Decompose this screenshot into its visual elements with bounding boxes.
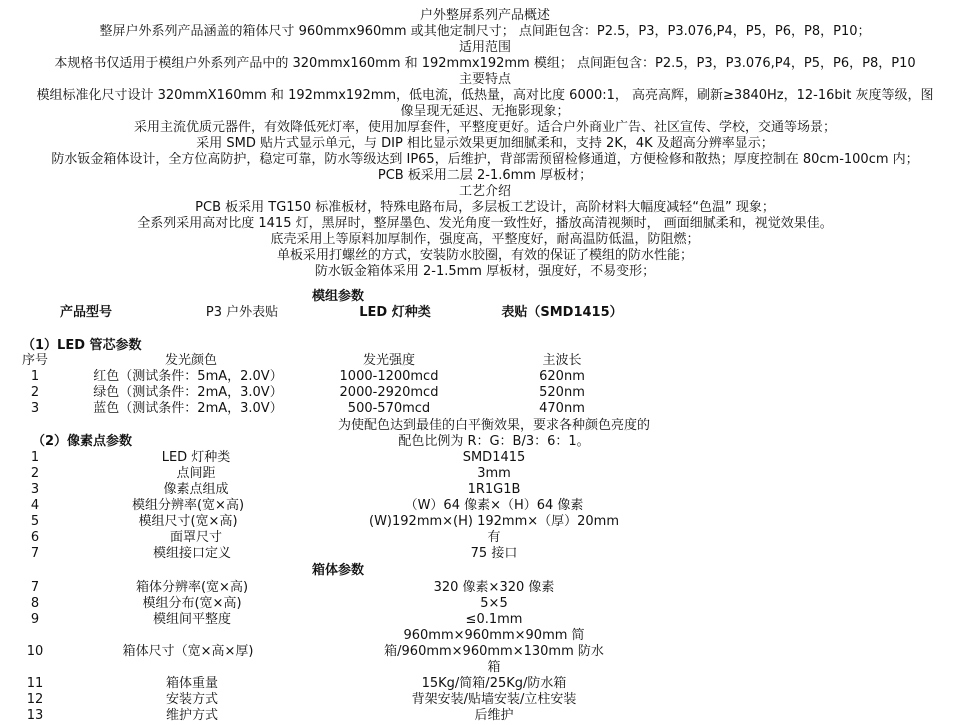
table-cell: 8	[30, 596, 40, 611]
table-cell: 箱	[487, 660, 501, 675]
table-cell: 620nm	[539, 369, 585, 384]
table-cell: 470nm	[539, 401, 585, 416]
table-cell: 1R1G1B	[467, 482, 521, 497]
intro-line: 全系列采用高对比度 1415 灯，黑屏时，整屏墨色、发光角度一致性好，播放高清视频时， 画面细腻柔和，视觉效果佳。	[137, 216, 833, 231]
intro-line: 单板采用打螺丝的方式，安装防水胶圈，有效的保证了模组的防水性能；	[276, 248, 693, 263]
col-header-index: 序号	[21, 353, 49, 368]
features-heading: 主要特点	[458, 72, 511, 87]
table-cell: 1	[30, 369, 40, 384]
chip-params-title: （1）LED 管芯参数	[22, 338, 142, 353]
table-cell: 箱体重量	[165, 676, 219, 691]
table-cell: 500-570mcd	[347, 401, 431, 416]
table-cell: 后维护	[474, 708, 514, 723]
process-heading: 工艺介绍	[458, 184, 511, 199]
table-cell: 1	[30, 450, 40, 465]
table-cell: 点间距	[176, 466, 216, 481]
table-cell: 2	[30, 466, 40, 481]
table-cell: 320 像素×320 像素	[433, 580, 555, 595]
table-cell: 4	[30, 498, 40, 513]
table-cell: SMD1415	[462, 450, 526, 465]
table-cell: 箱体尺寸（宽×高×厚)	[122, 644, 254, 659]
intro-line: 像呈现无延迟、无拖影现象；	[400, 104, 570, 119]
table-cell: 模组尺寸(宽×高)	[138, 514, 238, 529]
table-cell: （W）64 像素×（H）64 像素	[404, 498, 584, 513]
table-cell: 7	[30, 580, 40, 595]
table-cell: 箱体分辨率(宽×高)	[135, 580, 249, 595]
table-cell: 520nm	[539, 385, 585, 400]
table-cell: LED 灯种类	[161, 450, 231, 465]
table-cell: 箱/960mm×960mm×130mm 防水	[384, 644, 604, 659]
intro-section	[0, 8, 970, 280]
white-balance-ratio: 配色比例为 R：G：B/3：6：1。	[398, 434, 590, 449]
table-cell: 3mm	[477, 466, 511, 481]
table-cell: 1000-1200mcd	[339, 369, 439, 384]
intro-line: PCB 板采用二层 2-1.6mm 厚板材；	[377, 168, 593, 183]
intro-line: 模组标准化尺寸设计 320mmX160mm 和 192mmx192mm，低电流，低热量，高对比度 6000:1， 高亮高辉，刷新≥3840Hz，12-16bit 灰度等级，图	[36, 88, 934, 103]
table-cell: 模组分布(宽×高)	[142, 596, 242, 611]
intro-line: 整屏户外系列产品涵盖的箱体尺寸 960mmx960mm 或其他定制尺寸； 点间距包含：P2.5，P3，P3.076,P4，P5，P6，P8，P10；	[99, 24, 871, 39]
table-cell: (W)192mm×(H) 192mm×（厚）20mm	[369, 514, 619, 529]
col-header-color: 发光颜色	[164, 353, 218, 368]
intro-line: 防水钣金箱体设计，全方位高防护，稳定可靠，防水等级达到 IP65，后维护，背部需预留检修通道，方便检修和散热；厚度控制在 80cm-100cm 内；	[51, 152, 919, 167]
intro-line: 底壳采用上等原料加厚制作，强度高，平整度好，耐高温防低温，防阻燃；	[270, 232, 700, 247]
table-cell: 模组接口定义	[152, 546, 232, 561]
model-value: P3 户外表贴	[205, 305, 279, 320]
module-params-title: 模组参数	[311, 289, 365, 304]
table-cell: 9	[30, 612, 40, 627]
intro-line: 本规格书仅适用于模组户外系列产品中的 320mmx160mm 和 192mmx192mm 模组； 点间距包含：P2.5，P3，P3.076,P4，P5，P6，P8，P10	[54, 56, 916, 71]
led-type-label: LED 灯种类	[359, 305, 431, 320]
pixel-params-title: （2）像素点参数	[32, 434, 133, 449]
table-cell: 10	[26, 644, 44, 659]
table-cell: 维护方式	[165, 708, 219, 723]
table-cell: 3	[30, 401, 40, 416]
table-cell: 蓝色（测试条件：2mA，3.0V）	[93, 401, 283, 416]
table-cell: 模组分辨率(宽×高)	[131, 498, 245, 513]
table-cell: 背架安装/贴墙安装/立柱安装	[411, 692, 577, 707]
table-cell: 红色（测试条件：5mA，2.0V）	[93, 369, 283, 384]
table-cell: 7	[30, 546, 40, 561]
col-header-wavelength: 主波长	[542, 353, 582, 368]
table-cell: 6	[30, 530, 40, 545]
table-cell: 75 接口	[470, 546, 518, 561]
table-cell: 15Kg/简箱/25Kg/防水箱	[421, 676, 567, 691]
table-cell: 面罩尺寸	[169, 530, 223, 545]
table-cell: 2	[30, 385, 40, 400]
table-cell: 5×5	[480, 596, 508, 611]
table-cell: 绿色（测试条件：2mA，3.0V）	[93, 385, 283, 400]
scope-heading: 适用范围	[458, 40, 511, 55]
intro-line: PCB 板采用 TG150 标准板材，特殊电路布局，多层板工艺设计，高阶材料大幅度减轻“色温” 现象；	[195, 200, 775, 215]
table-cell: 13	[26, 708, 44, 723]
led-type-value: 表贴（SMD1415）	[501, 305, 623, 320]
table-cell: 模组间平整度	[152, 612, 232, 627]
table-cell: 12	[26, 692, 44, 707]
table-cell: 像素点组成	[163, 482, 229, 497]
overview-heading: 户外整屏系列产品概述	[419, 8, 550, 23]
table-cell: 960mm×960mm×90mm 简	[403, 628, 585, 643]
model-label: 产品型号	[59, 305, 113, 320]
col-header-intensity: 发光强度	[362, 353, 416, 368]
table-cell: 有	[487, 530, 501, 545]
intro-line: 防水钣金箱体采用 2-1.5mm 厚板材，强度好，不易变形；	[314, 264, 656, 279]
table-cell: 11	[26, 676, 44, 691]
table-cell: 3	[30, 482, 40, 497]
intro-line: 采用主流优质元器件，有效降低死灯率，使用加厚套件，平整度更好。适合户外商业广告、社区宣传、学校，交通等场景；	[133, 120, 836, 135]
table-cell: 2000-2920mcd	[339, 385, 439, 400]
white-balance-note: 为使配色达到最佳的白平衡效果，要求各种颜色亮度的	[337, 418, 651, 433]
intro-line: 采用 SMD 贴片式显示单元，与 DIP 相比显示效果更加细腻柔和，支持 2K，4K 及超高分辨率显示；	[196, 136, 774, 151]
table-cell: ≤0.1mm	[465, 612, 523, 627]
table-cell: 5	[30, 514, 40, 529]
table-cell: 安装方式	[165, 692, 219, 707]
cabinet-params-title: 箱体参数	[311, 563, 365, 578]
